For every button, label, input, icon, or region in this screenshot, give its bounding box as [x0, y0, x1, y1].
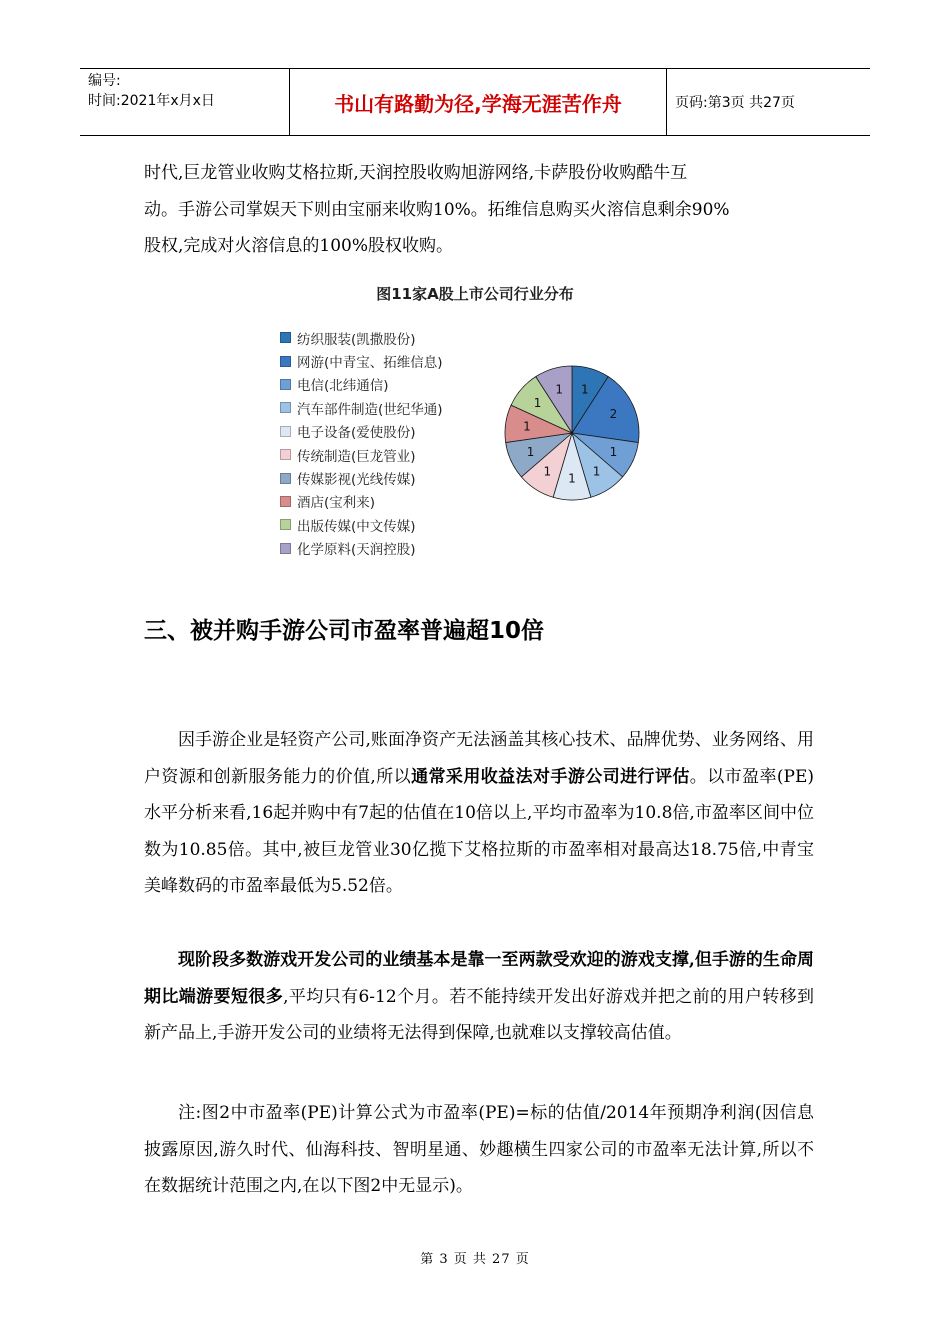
pie-slice-label: 1 [581, 382, 589, 397]
legend-label: 出版传媒(中文传媒) [297, 518, 416, 535]
chart-title: 图11家A股上市公司行业分布 [376, 285, 574, 303]
legend-label: 电信(北纬通信) [297, 378, 389, 395]
pie-slice-label: 1 [543, 464, 552, 479]
legend-label: 酒店(宝利来) [297, 495, 376, 512]
note-paragraph: 注:图2中市盈率(PE)计算公式为市盈率(PE)=标的估值/2014年预期净利润(因信息披露原因,游久时代、仙海科技、智明星通、妙趣横生四家公司的市盈率无法计算,所以不在数据统计范围之内,在以下图2中无显示)。 [144, 1103, 814, 1196]
pie-slice-label: 1 [609, 444, 618, 459]
legend-label: 网游(中青宝、拓维信息) [297, 355, 443, 372]
legend-label: 传统制造(巨龙管业) [297, 448, 416, 465]
pie-slice-label: 1 [523, 419, 531, 434]
intro-paragraph [144, 155, 814, 265]
legend-label: 传媒影视(光线传媒) [297, 472, 416, 489]
pie-slice-label: 1 [533, 396, 542, 411]
pie-slice-label: 1 [592, 464, 601, 479]
intro-line-1: 时代,巨龙管业收购艾格拉斯,天润控股收购旭游网络,卡萨股份收购酷牛互 [144, 163, 688, 183]
document-number-label: 编号: [88, 73, 121, 89]
pie-slice-label: 1 [568, 471, 576, 486]
lifecycle-paragraph [144, 942, 814, 1052]
industry-pie-chart [210, 318, 740, 558]
lifecycle-bold: 现阶段多数游戏开发公司的业绩基本是靠一至两款受欢迎的游戏支撑,但手游的生命周期比端游要短很多 [144, 950, 814, 1007]
header-meta [80, 69, 290, 135]
intro-line-3: 股权,完成对火溶信息的100%股权收购。 [144, 236, 454, 256]
valuation-text-a: 因手游企业是轻资产公司,账面净资产无法涵盖其核心技术、品牌优势、业务网络、用户资源和创新服务能力的价值,所以 [144, 730, 814, 787]
pie-slice-label: 2 [609, 407, 618, 422]
pie-slice-label: 1 [526, 444, 535, 459]
document-time-label: 时间:2021年x月x日 [88, 93, 215, 109]
legend-label: 电子设备(爱使股份) [297, 425, 416, 442]
header-page-code: 页码:第3页 共27页 [675, 95, 795, 111]
intro-line-2: 动。手游公司掌娱天下则由宝丽来收购10%。拓维信息购买火溶信息剩余90% [144, 199, 730, 220]
valuation-paragraph [144, 722, 814, 905]
legend-label: 汽车部件制造(世纪华通) [297, 401, 443, 418]
header-motto: 书山有路勤为径,学海无涯苦作舟 [290, 69, 667, 135]
pie-slice-label: 1 [555, 382, 563, 397]
lifecycle-text: ,平均只有6-12个月。若不能持续开发出好游戏并把之前的用户转移到新产品上,手游开发公司的业绩将无法得到保障,也就难以支撑较高估值。 [144, 986, 814, 1043]
page-header [80, 68, 870, 136]
valuation-bold: 通常采用收益法对手游公司进行评估 [411, 766, 690, 787]
legend-label: 化学原料(天润控股) [297, 542, 416, 559]
pie-svg [210, 318, 740, 558]
legend-label: 纺织服装(凯撒股份) [297, 331, 416, 348]
valuation-text-b: 。以市盈率(PE)水平分析来看,16起并购中有7起的估值在10倍以上,平均市盈率为10.8倍,市盈率区间中位数为10.85倍。其中,被巨龙管业30亿揽下艾格拉斯的市盈率相对最高达18.75倍,中青宝美峰数码的市盈率最低为5.52倍。 [144, 766, 815, 896]
page-footer: 第 3 页 共 27 页 [420, 1252, 530, 1267]
section-heading: 三、被并购手游公司市盈率普遍超10倍 [144, 618, 545, 644]
